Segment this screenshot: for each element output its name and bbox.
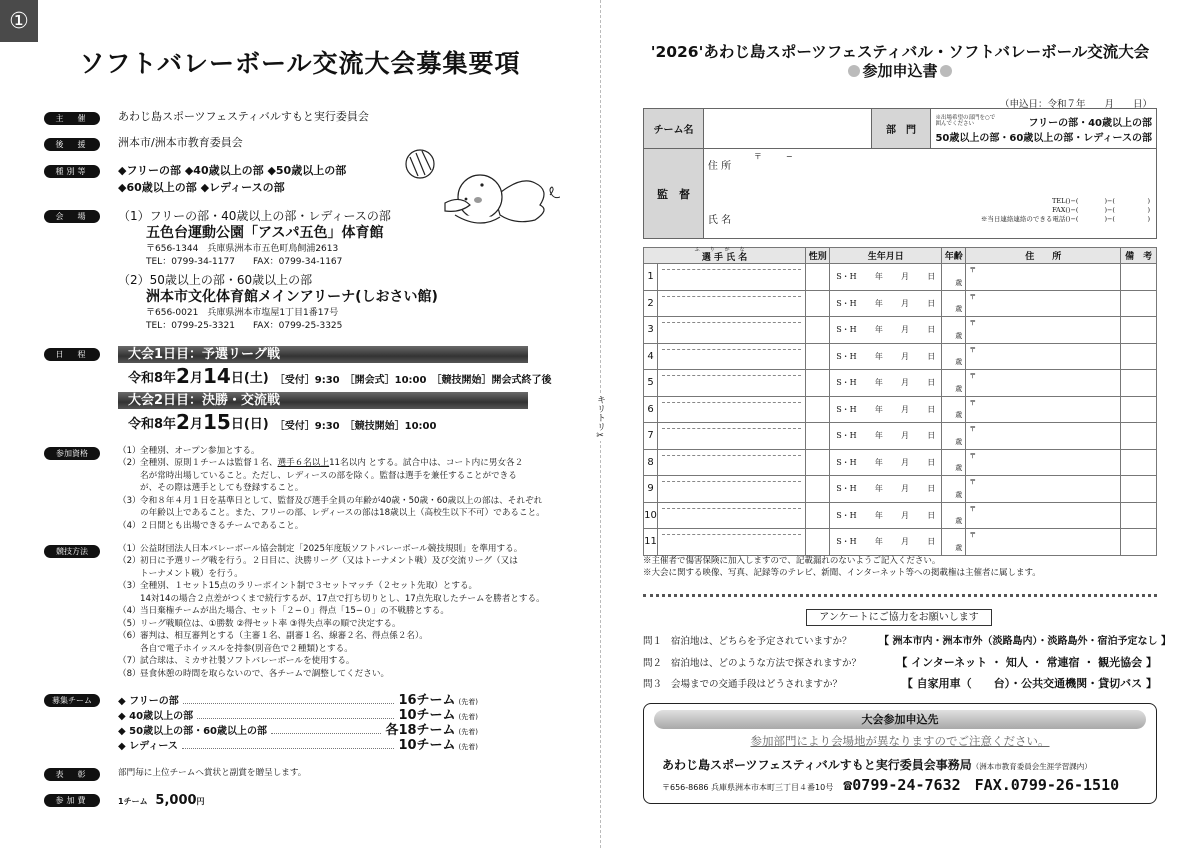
dotted-separator [643, 594, 1157, 597]
form-notes [643, 555, 1041, 580]
player-remarks-field[interactable] [1121, 343, 1157, 370]
player-remarks-field[interactable] [1121, 290, 1157, 317]
player-remarks-field[interactable] [1121, 502, 1157, 529]
division-line-1: フリーの部・40歳以上の部 [1028, 117, 1152, 129]
dot-leader [182, 748, 395, 749]
venue-1-name: 五色台運動公園「アスパ五色」体育館 [146, 225, 384, 242]
rules-item: （3） 全種別、１セット15点のラリーポイント制で３セットマッチ（２セット先取）とする。 [118, 581, 478, 592]
player-row [644, 529, 1157, 556]
player-address-field[interactable]: 〒 [966, 264, 1121, 291]
application-form-title: '2026'あわじ島スポーツフェスティバル・ソフトバレーボール交流大会 [650, 43, 1150, 61]
col-age: 年齢 [942, 248, 966, 264]
player-number: 7 [644, 423, 658, 450]
player-birthdate-field[interactable]: S・H 年 月 日 [830, 343, 942, 370]
player-name-field[interactable] [658, 529, 806, 556]
player-name-field[interactable] [658, 502, 806, 529]
player-birthdate-field[interactable]: S・H 年 月 日 [830, 290, 942, 317]
sponsor-row [44, 136, 243, 151]
item-number: （2） [118, 458, 141, 469]
day-1-era: 令和8年 [128, 371, 177, 386]
cut-here-label: キリトリ✂ [595, 395, 605, 441]
recruitment-item: ◆ レディース 10チーム (先着) [118, 738, 478, 753]
player-remarks-field[interactable] [1121, 449, 1157, 476]
furigana-dashed-line [662, 402, 801, 403]
question-number: 問２ [643, 658, 663, 669]
furigana-dashed-line [662, 534, 801, 535]
player-age-field[interactable]: 歳 [942, 529, 966, 556]
player-age-field[interactable]: 歳 [942, 502, 966, 529]
division-line-2: 50歳以上の部・60歳以上の部・レディースの部 [935, 132, 1152, 144]
application-form-subtitle: 参加申込書 [610, 60, 1190, 81]
player-sex-field[interactable] [806, 502, 830, 529]
item-number: （3） [118, 495, 141, 506]
player-sex-field[interactable] [806, 317, 830, 344]
rules-item: （2） 初日に予選リーグ戦を行う。２日目に、決勝リーグ（又はトーナメント戦）及び交流リーグ（又は [118, 556, 518, 567]
eligibility-row [44, 445, 558, 532]
player-address-field[interactable]: 〒 [966, 529, 1121, 556]
question-number: 問１ [643, 635, 663, 647]
day-1-month-unit: 月 [189, 371, 203, 386]
survey-question-3[interactable] [643, 675, 1157, 691]
day-1-date [118, 363, 551, 389]
fee-value [118, 792, 205, 810]
player-name-field[interactable] [658, 396, 806, 423]
player-number: 6 [644, 396, 658, 423]
categories-line-2: ◆60歳以上の部 ◆レディースの部 [118, 180, 285, 194]
manager-name-label: 氏 名 [707, 215, 732, 226]
player-row [644, 290, 1157, 317]
player-sex-field[interactable] [806, 423, 830, 450]
survey-question-1[interactable] [643, 632, 1171, 647]
col-sex: 性別 [806, 248, 830, 264]
venue-2-name: 洲本市文化体育館メインアリーナ(しおさい館) [146, 289, 438, 306]
player-birthdate-field[interactable]: S・H 年 月 日 [830, 264, 942, 291]
sponsor-value: 洲本市/洲本市教育委員会 [118, 136, 243, 149]
fee-unit: 1チーム [118, 797, 148, 806]
manager-address-label: 住 所 [707, 161, 732, 172]
fee-row [44, 792, 205, 810]
player-remarks-field[interactable] [1121, 317, 1157, 344]
player-sex-field[interactable] [806, 370, 830, 397]
categories-row [44, 163, 346, 196]
volleyball-icon [406, 150, 434, 178]
day-2-times: ［受付］9:30 ［競技開始］10:00 [274, 421, 437, 432]
player-age-field[interactable]: 歳 [942, 476, 966, 503]
player-birthdate-field[interactable]: S・H 年 月 日 [830, 317, 942, 344]
recruitment-list [118, 692, 478, 752]
eligibility-item [118, 445, 558, 457]
venue-2-address: 〒656-0021 兵庫県洲本市塩屋1丁目1番17号 [146, 308, 339, 319]
player-name-field[interactable] [658, 343, 806, 370]
player-address-field[interactable]: 〒 [966, 502, 1121, 529]
player-remarks-field[interactable] [1121, 423, 1157, 450]
day-1-day: 14 [202, 364, 231, 388]
bird-icon [445, 175, 544, 223]
player-number: 1 [644, 264, 658, 291]
player-birthdate-field[interactable]: S・H 年 月 日 [830, 476, 942, 503]
rules-row [44, 543, 568, 680]
manager-fax-field[interactable]: FAX()−( )−( ) [1052, 206, 1150, 215]
question-number: 問３ [643, 679, 663, 690]
venue-1-address: 〒656-1344 兵庫県洲本市五色町鳥飼浦2613 [146, 244, 339, 255]
survey-question-2[interactable] [643, 654, 1157, 670]
player-address-field[interactable]: 〒 [966, 290, 1121, 317]
division-options[interactable] [931, 109, 1157, 149]
division-note: ※出場希望の部門を○で囲んでください [935, 114, 996, 128]
day-2-day-unit: 日 [230, 417, 244, 432]
eligibility-label: 参加資格 [44, 447, 100, 460]
player-number: 3 [644, 317, 658, 344]
venue-1-divisions: （1）フリーの部・40歳以上の部・レディースの部 [118, 209, 391, 223]
rules-item: （8） 昼食休憩の時間を取らないので、各チームで調整してください。 [118, 668, 390, 679]
team-info-form [643, 108, 1157, 239]
day-2-date [118, 409, 551, 435]
question-options[interactable]: 【 自家用車（ 台）・公共交通機関・貸切バス 】 [901, 677, 1157, 690]
player-remarks-field[interactable] [1121, 529, 1157, 556]
rules-item: （6） 審判は、相互審判とする（主審１名、副審１名、線審２名、得点係２名）。 [118, 631, 428, 642]
awards-label: 表 彰 [44, 768, 100, 781]
note-media-rights: ※大会に関する映像、写真、記録等のテレビ、新聞、インターネット等への掲載権は主催者に属します。 [643, 568, 1041, 579]
player-number: 11 [644, 529, 658, 556]
player-row [644, 476, 1157, 503]
item-number: （1） [118, 446, 141, 456]
awards-value: 部門毎に上位チームへ賞状と副賞を贈呈します。 [118, 768, 307, 778]
player-birthdate-field[interactable]: S・H 年 月 日 [830, 370, 942, 397]
player-row [644, 343, 1157, 370]
rules-item: （1） 公益財団法人日本バレーボール協会制定「2025年度版ソフトバレーボール競技規則」を準用する。 [118, 544, 523, 554]
player-birthdate-field[interactable]: S・H 年 月 日 [830, 529, 942, 556]
survey-title: アンケートにご協力をお願いします [806, 609, 992, 626]
eligibility-item [118, 495, 558, 507]
recruitment-row [44, 692, 478, 752]
player-age-field[interactable]: 歳 [942, 396, 966, 423]
fee-currency: 円 [196, 797, 205, 806]
player-sex-field[interactable] [806, 343, 830, 370]
application-date: （申込日：令和７年 月 日） [999, 99, 1152, 110]
player-name-field[interactable] [658, 370, 806, 397]
player-sex-field[interactable] [806, 264, 830, 291]
player-number: 4 [644, 343, 658, 370]
furigana-dashed-line [662, 349, 801, 350]
col-player-name [644, 248, 806, 264]
recruitment-item: ◆ 40歳以上の部 10チーム (先着) [118, 708, 478, 723]
recruitment-label: 募集チーム [44, 694, 100, 707]
player-address-field[interactable]: 〒 [966, 423, 1121, 450]
player-sex-field[interactable] [806, 396, 830, 423]
player-row [644, 502, 1157, 529]
day-1-bar: 大会1日目：予選リーグ戦 [118, 346, 528, 363]
contact-organization: あわじ島スポーツフェスティバルすもと実行委員会事務局（洲本市教育委員会生涯学習課内） [662, 758, 1092, 772]
day-1-day-unit: 日 [230, 371, 244, 386]
player-age-field[interactable]: 歳 [942, 449, 966, 476]
item-continuation: 14対14の場合２点差がつくまで続行するが、17点で打ち切りとし、17点先取したチームを勝者とする。 [140, 593, 545, 604]
player-remarks-field[interactable] [1121, 476, 1157, 503]
scissors-icon: ✂ [595, 431, 605, 441]
categories-line-1: ◆フリーの部 ◆40歳以上の部 ◆50歳以上の部 [118, 164, 347, 177]
dot-leader [183, 703, 395, 704]
day-2-era: 令和8年 [128, 417, 177, 432]
col-remarks: 備 考 [1121, 248, 1157, 264]
player-age-field[interactable]: 歳 [942, 423, 966, 450]
sponsor-label: 後 援 [44, 138, 100, 151]
player-address-field[interactable]: 〒 [966, 343, 1121, 370]
categories-label: 種別等 [44, 165, 100, 178]
venue-1-phone: TEL：0799-34-1177 FAX：0799-34-1167 [146, 256, 343, 267]
item-continuation: が、その際は選手としても登録すること。 [140, 483, 304, 494]
player-address-field[interactable]: 〒 [966, 396, 1121, 423]
player-name-field[interactable] [658, 317, 806, 344]
furigana-dashed-line [662, 375, 801, 376]
venue-row [44, 208, 438, 333]
contact-fax: FAX.0799-26-1510 [974, 776, 1120, 794]
manager-info-field[interactable] [703, 149, 1156, 239]
day-2-month-unit: 月 [189, 417, 203, 432]
player-number: 10 [644, 502, 658, 529]
rules-item: （5） リーグ戦順位は、①勝数 ②得セット率 ③得失点率の順で決定する。 [118, 618, 401, 629]
contact-warning: 参加部門により会場地が異なりますのでご注意ください。 [750, 734, 1050, 748]
circle-bullet-icon [848, 65, 860, 77]
day-2-bar: 大会2日目：決勝・交流戦 [118, 392, 528, 409]
team-name-label: チーム名 [644, 109, 704, 149]
question-text: 会場までの交通手段はどうされますか？ [671, 679, 843, 690]
item-continuation: 名が常時出場していること。ただし、レディースの部を除く。監督は選手を兼任することができる [140, 470, 517, 481]
player-birthdate-field[interactable]: S・H 年 月 日 [830, 502, 942, 529]
item-text: 令和８年４月１日を基準日として、監督及び選手全員の年齢が40歳・50歳・60歳以上の部は、それぞれ [140, 495, 543, 506]
player-birthdate-field[interactable]: S・H 年 月 日 [830, 449, 942, 476]
furigana-dashed-line [662, 455, 801, 456]
organizer-value: あわじ島スポーツフェスティバルすもと実行委員会 [118, 110, 369, 123]
furigana-dashed-line [662, 481, 801, 482]
day-2-month: 2 [176, 410, 190, 434]
player-name-field[interactable] [658, 290, 806, 317]
dot-leader [271, 733, 381, 734]
player-address-field[interactable]: 〒 [966, 449, 1121, 476]
player-birthdate-field[interactable]: S・H 年 月 日 [830, 423, 942, 450]
furigana-dashed-line [662, 508, 801, 509]
player-sex-field[interactable] [806, 290, 830, 317]
item-continuation: トーナメント戦）を行う。 [140, 568, 243, 579]
venue-2-divisions: （2）50歳以上の部・60歳以上の部 [118, 273, 313, 288]
player-sex-field[interactable] [806, 529, 830, 556]
player-name-field[interactable] [658, 264, 806, 291]
question-options[interactable]: 【 洲本市内・洲本市外（淡路島内）・淡路島外・宿泊予定なし 】 [879, 636, 1171, 647]
player-number: 9 [644, 476, 658, 503]
eligibility-list [118, 445, 558, 532]
schedule-label: 日 程 [44, 348, 100, 361]
player-name-field[interactable] [658, 449, 806, 476]
fee-label: 参加費 [44, 794, 100, 807]
dot-leader [197, 718, 394, 719]
contact-box [643, 703, 1157, 804]
rules-item: （7） 試合球は、ミカサ社製ソフトバレーボールを使用する。 [118, 656, 355, 667]
contact-title: 大会参加申込先 [654, 710, 1146, 729]
player-row [644, 317, 1157, 344]
eligibility-item [118, 457, 558, 469]
organizer-row [44, 110, 369, 125]
item-number: （4） [118, 520, 141, 531]
manager-postal-mark: 〒 − [753, 152, 793, 161]
manager-label: 監 督 [644, 149, 704, 239]
player-name-field[interactable] [658, 423, 806, 450]
contact-phone: ☎0799-24-7632 [843, 776, 961, 794]
col-birthdate: 生年月日 [830, 248, 942, 264]
recruitment-item: ◆ フリーの部 16チーム (先着) [118, 693, 478, 708]
player-age-field[interactable]: 歳 [942, 317, 966, 344]
furigana-label: ふりがな [694, 247, 755, 253]
fee-amount: 5,000 [155, 793, 197, 808]
player-sex-field[interactable] [806, 449, 830, 476]
team-name-field[interactable] [703, 109, 871, 149]
player-remarks-field[interactable] [1121, 264, 1157, 291]
organizer-label: 主 催 [44, 112, 100, 125]
player-age-field[interactable]: 歳 [942, 290, 966, 317]
player-row [644, 449, 1157, 476]
rules-item: （4） 当日棄権チームが出た場合、セット「２−０」得点「15−０」の不戦勝とする。 [118, 606, 449, 617]
venue-label: 会 場 [44, 210, 100, 223]
rules-list [118, 543, 568, 680]
eligibility-item [118, 520, 558, 532]
question-text: 宿泊地は、どのような方法で探されますか？ [671, 658, 862, 669]
contact-address: 〒656-8686 兵庫県洲本市本町三丁目４番10号 [662, 783, 834, 792]
player-sex-field[interactable] [806, 476, 830, 503]
player-row [644, 396, 1157, 423]
page-title: ソフトバレーボール交流大会募集要項 [79, 49, 521, 78]
player-number: 5 [644, 370, 658, 397]
player-address-field[interactable]: 〒 [966, 476, 1121, 503]
rules-label: 競技方法 [44, 545, 100, 558]
day-1-weekday: (土) [243, 371, 269, 386]
item-continuation: の年齢以上であること。また、フリーの部、レディースの部は18歳以上（高校生以下不可）であること。 [140, 508, 545, 519]
day-2-day: 15 [202, 410, 231, 434]
player-number: 2 [644, 290, 658, 317]
venue-2-phone: TEL：0799-25-3321 FAX：0799-25-3325 [146, 320, 343, 331]
question-text: 宿泊地は、どちらを予定されていますか？ [671, 635, 852, 647]
recruitment-item: ◆ 50歳以上の部・60歳以上の部 各18チーム (先着) [118, 723, 478, 738]
manager-day-contact-field[interactable]: ※当日連絡連絡のできる電話()−( )−( ) [980, 215, 1150, 224]
player-age-field[interactable]: 歳 [942, 370, 966, 397]
player-row [644, 423, 1157, 450]
manager-tel-field[interactable]: TEL()−( )−( ) [1051, 197, 1150, 205]
player-remarks-field[interactable] [1121, 396, 1157, 423]
players-table [643, 247, 1157, 556]
player-name-header: 選 手 氏 名 [701, 253, 748, 263]
player-address-field[interactable]: 〒 [966, 370, 1121, 397]
item-text: 全種別、原則１チームは監督１名、選手６名以上11名以内 とする。試合中は、コート内に男女各２ [140, 458, 524, 469]
player-age-field[interactable]: 歳 [942, 264, 966, 291]
manager-phone-fields [981, 197, 1150, 224]
player-remarks-field[interactable] [1121, 370, 1157, 397]
player-row [644, 370, 1157, 397]
day-2-weekday: (日) [243, 417, 269, 432]
item-text: ２日間とも出場できるチームであること。 [140, 520, 304, 531]
furigana-dashed-line [662, 296, 801, 297]
contact-details [662, 776, 1156, 794]
schedule-row [44, 346, 551, 435]
day-1-times: ［受付］9:30 ［開会式］10:00 ［競技開始］開会式終了後 [274, 375, 552, 386]
page-number-badge: ① [0, 0, 38, 42]
furigana-dashed-line [662, 428, 801, 429]
player-birthdate-field[interactable]: S・H 年 月 日 [830, 396, 942, 423]
furigana-dashed-line [662, 269, 801, 270]
player-row [644, 264, 1157, 291]
player-name-field[interactable] [658, 476, 806, 503]
player-address-field[interactable]: 〒 [966, 317, 1121, 344]
circle-bullet-icon [940, 65, 952, 77]
division-label: 部 門 [871, 109, 931, 149]
awards-row [44, 766, 306, 781]
item-continuation: 各自で電子ホイッスルを持参(別音色で２種類)とする。 [140, 643, 353, 654]
note-insurance: ※主催者で傷害保険に加入しますので、記載漏れのないようご記入ください。 [643, 556, 941, 566]
question-options[interactable]: 【 インターネット ・ 知人 ・ 常連宿 ・ 観光協会 】 [896, 656, 1157, 669]
player-number: 8 [644, 449, 658, 476]
day-1-month: 2 [176, 364, 190, 388]
furigana-dashed-line [662, 322, 801, 323]
item-text: 全種別、オープン参加とする。 [140, 446, 260, 456]
player-age-field[interactable]: 歳 [942, 343, 966, 370]
col-address: 住 所 [966, 248, 1121, 264]
